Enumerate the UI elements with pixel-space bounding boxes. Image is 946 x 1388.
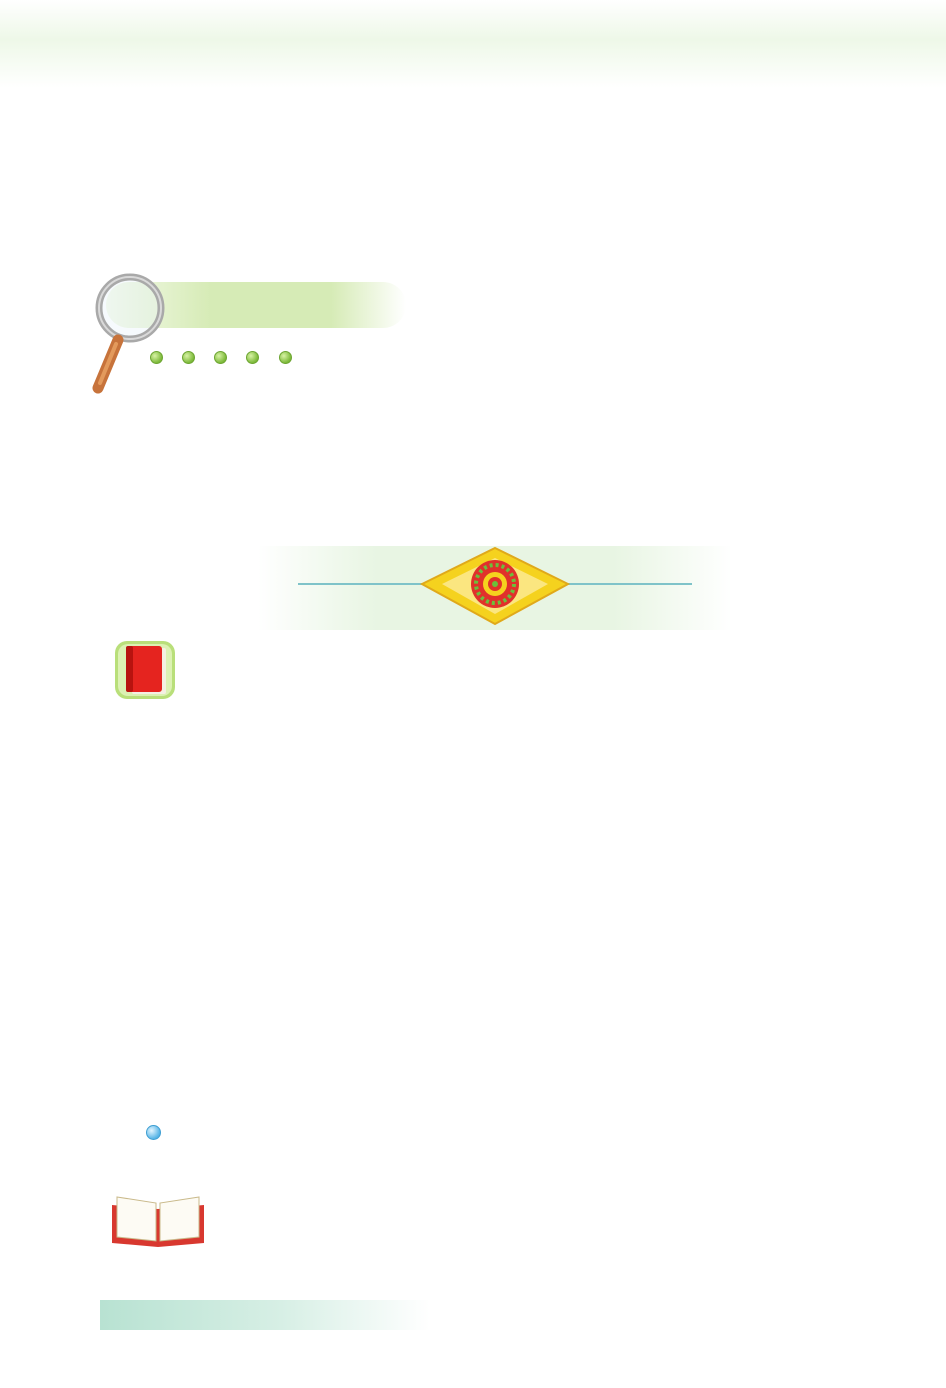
green-bullet-icon	[214, 351, 227, 364]
blue-bullet-icon	[146, 1125, 161, 1140]
page-corner-ornament	[68, 1278, 138, 1353]
green-bullet-icon	[279, 351, 292, 364]
qr-code-icon[interactable]	[752, 1062, 866, 1179]
qr-instruction	[146, 1117, 187, 1146]
top-ornament-border	[0, 0, 946, 88]
green-bullet-icon	[182, 351, 195, 364]
dictionary-book-icon	[108, 1193, 208, 1252]
questions-block	[148, 342, 874, 373]
ornament-divider	[258, 546, 732, 635]
magnifier-icon	[88, 270, 168, 405]
red-book-icon	[114, 640, 176, 705]
green-bullet-icon	[246, 351, 259, 364]
green-bullet-icon	[150, 351, 163, 364]
page-number-strip	[100, 1300, 430, 1330]
